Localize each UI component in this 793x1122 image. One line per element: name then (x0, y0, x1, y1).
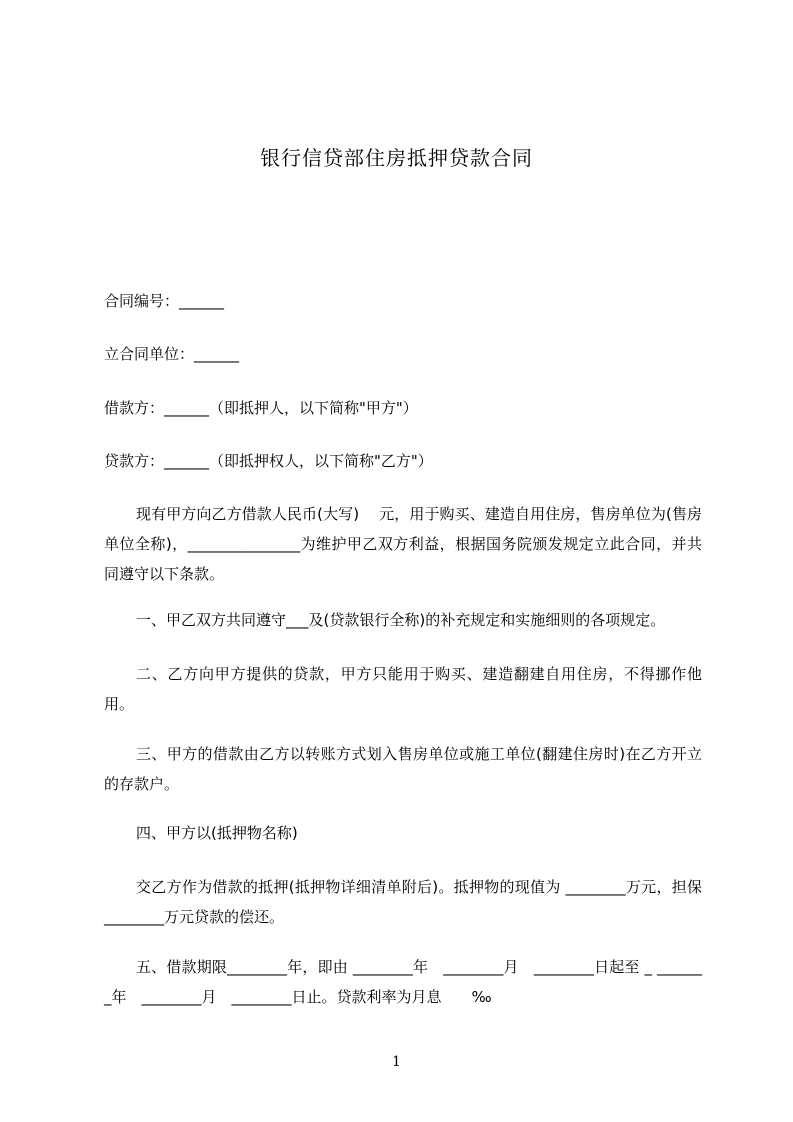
preamble-paragraph: 现有甲方向乙方借款人民币(大写) 元，用于购买、建造自用住房，售房单位为(售房单位全称)，_______________为维护甲乙双方利益，根据国务院颁发规定立此合同，并共同遵守以下条款。 (104, 505, 702, 583)
contracting-unit-field: 立合同单位：______ (104, 345, 240, 363)
clause-1-paragraph: 一、甲乙双方共同遵守___及(贷款银行全称)的补充规定和实施细则的各项规定。 (136, 611, 666, 629)
collateral-paragraph: 交乙方作为借款的抵押(抵押物详细清单附后)。抵押物的现值为 ________万元，担保 ________万元贷款的偿还。 (104, 878, 702, 926)
clause-4-paragraph: 四、甲方以(抵押物名称) (136, 824, 298, 842)
page-number: 1 (392, 1054, 401, 1070)
lender-field: 贷款方：______（即抵押权人，以下简称"乙方"） (104, 452, 433, 470)
clause-3-paragraph: 三、甲方的借款由乙方以转账方式划入售房单位或施工单位(翻建住房时)在乙方开立的存款户。 (104, 745, 702, 793)
borrower-field: 借款方：______（即抵押人，以下简称"甲方"） (104, 399, 418, 417)
clause-5-paragraph: 五、借款期限________年，即由 ________年 ________月 ________日起至 _ _______年 ________月 ________日止。贷款利率为月息 ‰ (104, 958, 702, 1006)
contract-number-field: 合同编号：______ (104, 292, 225, 310)
document-title: 银行信贷部住房抵押贷款合同 (260, 146, 533, 170)
clause-2-paragraph: 二、乙方向甲方提供的贷款，甲方只能用于购买、建造翻建自用住房，不得挪作他用。 (104, 665, 702, 713)
